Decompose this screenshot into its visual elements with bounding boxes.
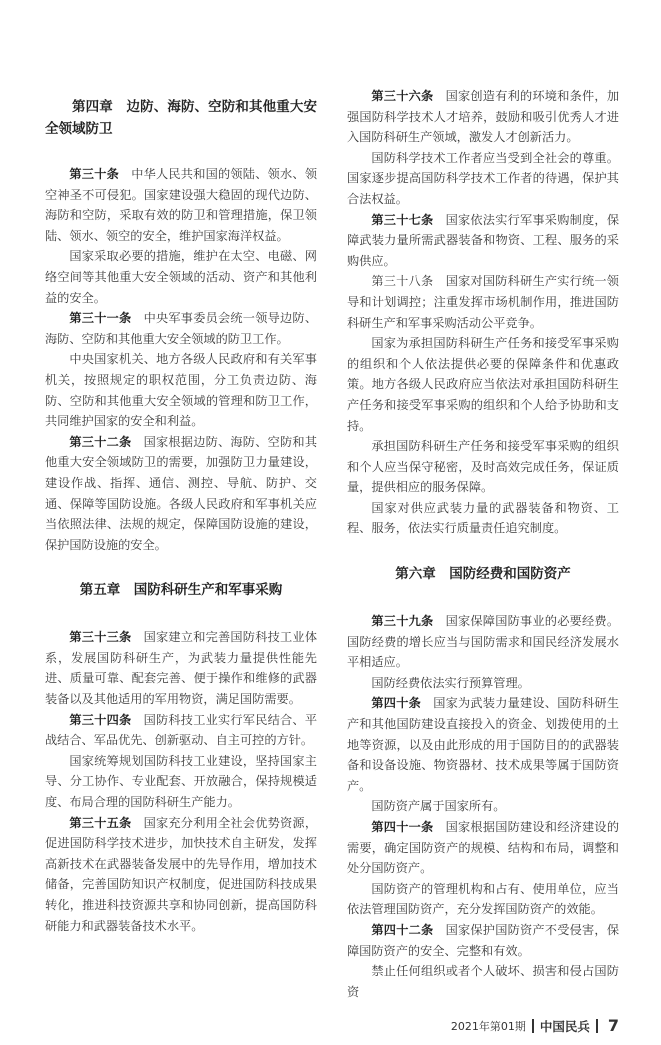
- article-number: 第四十条: [371, 696, 421, 711]
- article-text: 国家为武装力量建设、国防科研生产和其他国防建设直接投入的资金、划拨使用的土地等资源，以及由此形成的用于国防目的的武器装备和设备设施、物资器材、技术成果等属于国防资产。: [347, 696, 620, 793]
- article-text: 国防科技工业实行军民结合、平战结合、军品优先、创新驱动、自主可控的方针。: [45, 712, 318, 748]
- article-paragraph: [347, 693, 619, 796]
- article-text: 中华人民共和国的领陆、领水、领空神圣不可侵犯。国家建设强大稳固的现代边防、海防和空防，采取有效的防卫和管理措施，保卫领陆、领水、领空的安全，维护国家海洋权益。: [45, 167, 318, 243]
- article-paragraph: [347, 673, 619, 694]
- article-text: 承担国防科研生产任务和接受军事采购的组织和个人应当保守秘密，及时高效完成任务，保证质量，提供相应的服务保障。: [347, 439, 619, 495]
- article-paragraph: [45, 164, 317, 246]
- article-number: 第三十一条: [69, 311, 132, 326]
- article-paragraph: [347, 436, 619, 498]
- article-paragraph: [347, 920, 619, 961]
- article-paragraph: [45, 349, 317, 431]
- right-column: [347, 86, 619, 1002]
- article-paragraph: [347, 210, 619, 272]
- article-text: 国家根据国防建设和经济建设的需要，确定国防资产的规模、结构和布局，调整和处分国防资产。: [347, 820, 620, 876]
- article-text: 国家保护国防资产不受侵害，保障国防资产的安全、完整和有效。: [347, 922, 620, 958]
- chapter-heading: 第六章 国防经费和国防资产: [395, 566, 571, 583]
- issue-label: 2021年第01期: [450, 1019, 526, 1033]
- article-text: 国家保障国防事业的必要经费。国防经费的增长应当与国防需求和国民经济发展水平相适应。: [347, 614, 620, 670]
- article-text: 国防科学技术工作者应当受到全社会的尊重。国家逐步提高国防科学技术工作者的待遇，保护其合法权益。: [347, 150, 619, 206]
- chapter-heading: 第五章 国防科研生产和军事采购: [79, 582, 283, 599]
- article-paragraph: [347, 961, 619, 1002]
- article-number: 第三十二条: [69, 434, 132, 449]
- article-number: 第三十四条: [69, 712, 132, 727]
- article-paragraph: [45, 710, 317, 751]
- article-text: 国防经费依法实行预算管理。: [371, 675, 530, 690]
- article-number: 第三十五条: [69, 815, 132, 830]
- left-column: [45, 86, 317, 936]
- page-footer: [0, 1002, 661, 1045]
- article-paragraph: [45, 432, 317, 556]
- article-number: 第四十二条: [371, 922, 434, 937]
- article-number: 第三十九条: [371, 614, 434, 629]
- article-text: 国家依法实行军事采购制度，保障武装力量所需武器装备和物资、工程、服务的采购供应。: [347, 212, 620, 268]
- article-paragraph: [347, 611, 619, 673]
- article-text: 第三十八条 国家对国防科研生产实行统一领导和计划调控；注重发挥市场机制作用，推进国防科研生产和军事采购活动公平竞争。: [347, 274, 619, 330]
- article-number: 第四十一条: [371, 820, 434, 834]
- article-text: 中央国家机关、地方各级人民政府和有关军事机关，按照规定的职权范围，分工负责边防、海防、空防和其他重大安全领域的管理和防卫工作，共同维护国家的安全和利益。: [45, 352, 317, 429]
- article-paragraph: [347, 879, 619, 920]
- article-text: 国家为承担国防科研生产任务和接受军事采购的组织和个人依法提供必要的保障条件和优惠政策。地方各级人民政府应当依法对承担国防科研生产任务和接受军事采购的组织和个人给予协助和支持。: [347, 336, 619, 433]
- article-paragraph: [45, 751, 317, 813]
- article-paragraph: [347, 817, 619, 879]
- article-text: 国家充分利用全社会优势资源，促进国防科学技术进步，加快技术自主研发，发挥高新技术在武器装备发展中的先导作用，增加技术储备，完善国防知识产权制度，促进国防科技成果转化，推进科技资源共享和协同创新，提高国防科研能力和武器装备技术水平。: [45, 815, 318, 933]
- article-paragraph: [347, 271, 619, 333]
- article-text: 国家统筹规划国防科技工业建设，坚持国家主导、分工协作、专业配套、开放融合，保持规模适度、布局合理的国防科研生产能力。: [45, 753, 317, 810]
- article-text: 国家采取必要的措施，维护在太空、电磁、网络空间等其他重大安全领域的活动、资产和其他利益的安全。: [45, 249, 317, 305]
- article-paragraph: [347, 498, 619, 539]
- article-text: 中央军事委员会统一领导边防、海防、空防和其他重大安全领域的防卫工作。: [45, 311, 318, 346]
- article-text: 国防资产属于国家所有。: [371, 799, 506, 814]
- article-text: 国家根据边防、海防、空防和其他重大安全领域防卫的需要，加强防卫力量建设，建设作战、指挥、通信、测控、导航、防护、交通、保障等国防设施。各级人民政府和军事机关应当依照法律、法规的规定，保障国防设施的建设，保护国防设施的安全。: [45, 434, 318, 552]
- article-paragraph: [347, 148, 619, 210]
- article-paragraph: [45, 246, 317, 308]
- article-number: 第三十三条: [69, 630, 132, 645]
- article-number: 第三十七条: [371, 212, 434, 227]
- article-paragraph: [45, 813, 317, 937]
- article-text: 国家建立和完善国防科技工业体系，发展国防科研生产，为武装力量提供性能先进、质量可靠、配套完善、便于操作和维修的武器装备以及其他适用的军用物资，满足国防需要。: [45, 630, 318, 707]
- article-paragraph: [45, 627, 317, 709]
- article-number: 第三十六条: [371, 89, 434, 103]
- page-number: 7: [607, 1016, 619, 1036]
- article-text: 国防资产的管理机构和占有、使用单位，应当依法管理国防资产，充分发挥国防资产的效能。: [347, 881, 619, 917]
- article-paragraph: [347, 796, 619, 817]
- article-paragraph: [347, 333, 619, 436]
- article-text: 国家创造有利的环境和条件，加强国防科学技术人才培养，鼓励和吸引优秀人才进入国防科研生产领域，激发人才创新活力。: [347, 89, 620, 145]
- article-paragraph: [347, 86, 619, 148]
- footer-divider: [596, 1019, 598, 1033]
- article-paragraph: [45, 308, 317, 349]
- article-number: 第三十条: [69, 167, 119, 181]
- chapter-heading: 第四章 边防、海防、空防和其他重大安全领域防卫: [45, 99, 317, 137]
- article-text: 国家对供应武装力量的武器装备和物资、工程、服务，依法实行质量责任追究制度。: [347, 500, 619, 536]
- footer-divider: [532, 1019, 534, 1033]
- article-text: 禁止任何组织或者个人破坏、损害和侵占国防资: [347, 964, 619, 999]
- magazine-name: 中国民兵: [539, 1018, 590, 1034]
